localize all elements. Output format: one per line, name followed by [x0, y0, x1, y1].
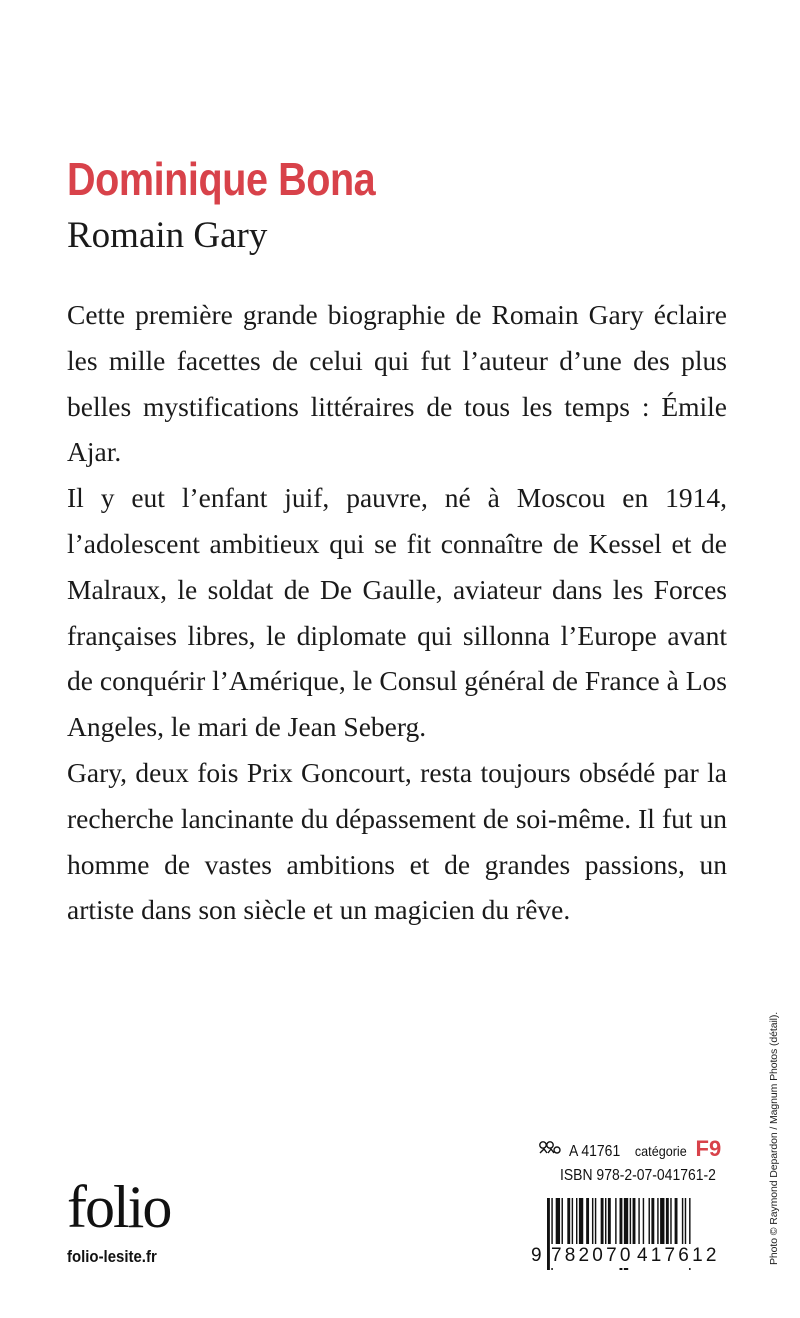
catalog-line — [537, 1136, 721, 1162]
barcode-bar — [638, 1198, 639, 1244]
folio-mark-icon — [537, 1140, 563, 1156]
barcode-bar — [567, 1198, 570, 1244]
barcode-bar — [660, 1198, 664, 1244]
blurb-paragraph: Gary, deux fois Prix Goncourt, resta toujours obsédé par la recherche lancinante du dépassement de soi-même. Il fut un homme de vastes ambitions et de grandes passions, un artiste dans son siècle et un magicien du rêve. — [67, 756, 727, 926]
barcode-bar — [556, 1198, 560, 1244]
barcode-bar — [586, 1198, 589, 1244]
barcode-bar — [675, 1198, 678, 1244]
barcode-bar — [572, 1198, 573, 1244]
barcode-bar — [576, 1198, 577, 1244]
blurb-paragraph: Cette première grande biographie de Romain Gary éclaire les mille facettes de celui qui fut l’auteur d’une des plus belles mystifications littéraires de tous les temps : Émile Ajar. — [67, 299, 727, 468]
category-code: F9 — [695, 1136, 722, 1161]
barcode-bar — [670, 1198, 671, 1244]
barcode-bar — [579, 1198, 583, 1244]
barcode-bar — [615, 1198, 616, 1244]
blurb-paragraph: Il y eut l’enfant juif, pauvre, né à Moscou en 1914, l’adolescent ambitieux qui se fit connaître de Kessel et de Malraux, le soldat de De Gaulle, aviateur dans les Forces françaises libres, le diplomate qui sillonna l’Europe avant de conquérir l’Amérique, le Consul général de France à Los Angeles, le mari de Jean Seberg. — [67, 482, 727, 743]
folio-logo: folio — [67, 1174, 171, 1240]
isbn: ISBN 978-2-07-041761-2 — [560, 1167, 716, 1184]
barcode-bar — [595, 1198, 596, 1244]
barcode-bar — [608, 1198, 611, 1244]
barcode-bar — [682, 1198, 683, 1244]
catalog-code: A 41761 — [569, 1143, 621, 1160]
author-name: Dominique Bona — [67, 153, 376, 205]
barcode-bar — [649, 1198, 650, 1244]
barcode-bar — [657, 1198, 658, 1244]
blurb — [67, 292, 727, 933]
barcode-bar — [562, 1198, 563, 1244]
barcode-digits-left: 782070 — [551, 1245, 634, 1266]
photo-credit: Photo © Raymond Depardon / Magnum Photos (détail). — [768, 1011, 780, 1265]
barcode-bar — [685, 1198, 686, 1244]
barcode-bar — [601, 1198, 604, 1244]
barcode-bar — [651, 1198, 654, 1244]
barcode-bar — [666, 1198, 669, 1244]
barcode-digits — [533, 1244, 727, 1270]
barcode-digit-lead: 9 — [531, 1245, 542, 1266]
barcode-bar — [643, 1198, 644, 1244]
barcode-digits-right: 417612 — [637, 1245, 720, 1266]
book-title: Romain Gary — [67, 215, 268, 256]
barcode-bar — [630, 1198, 631, 1244]
barcode-bar — [592, 1198, 593, 1244]
barcode-bar — [633, 1198, 636, 1244]
website-link: folio-lesite.fr — [67, 1247, 157, 1266]
category-label: catégorie — [634, 1143, 687, 1159]
barcode-bar — [605, 1198, 606, 1244]
